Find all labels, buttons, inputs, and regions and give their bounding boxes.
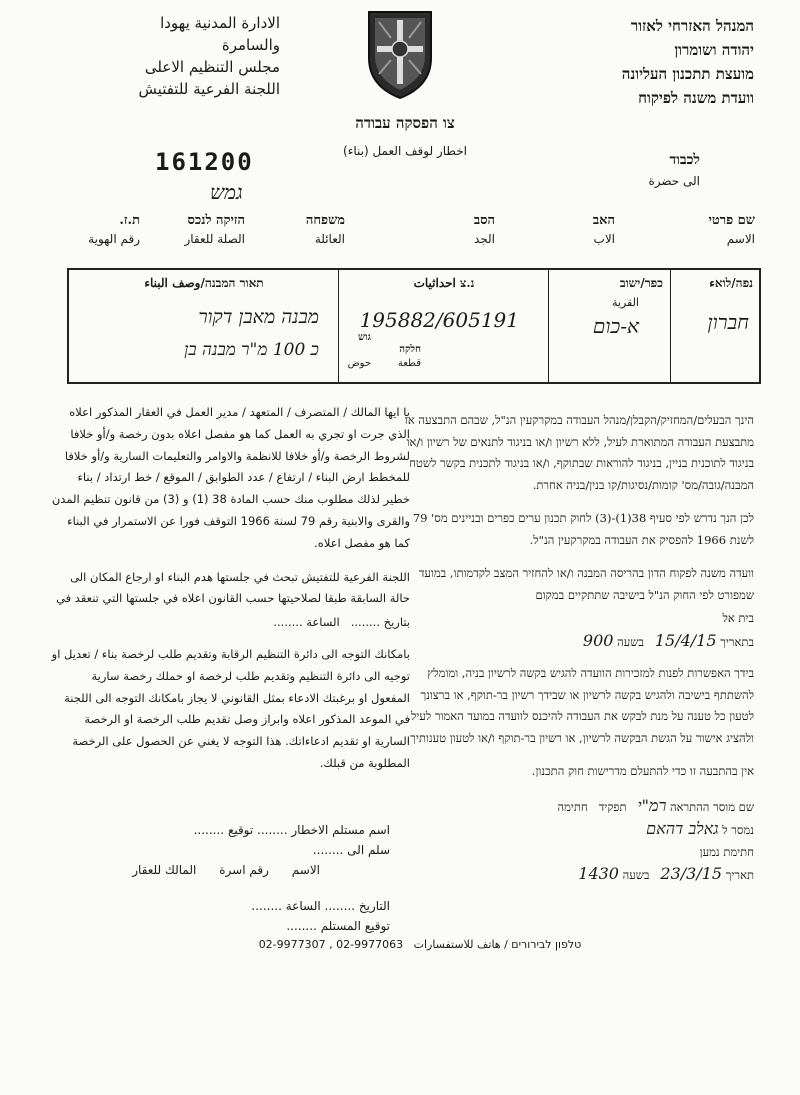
witness-row: [404, 842, 754, 864]
recipient-label: اسم مستلم الاخطار: [291, 823, 390, 837]
qita-label: قطعة: [397, 358, 421, 369]
village-value: א-כום: [592, 314, 639, 338]
meeting-time-label: בשעה: [617, 634, 644, 649]
signature-label: توقيع: [227, 823, 254, 837]
field-property-relation: [155, 212, 245, 246]
coords-label: נ.צ احداثيات: [413, 276, 475, 290]
field-label-he: ת.ז.: [119, 213, 140, 228]
gush-label: גוש: [358, 332, 371, 343]
hod-label: حوض: [347, 358, 371, 369]
name-row: [55, 212, 755, 266]
time-label: בשעה: [622, 868, 650, 882]
header-hebrew-line: המנהל האזרחי לאזור: [630, 17, 754, 35]
village-label-ar: القرية: [611, 296, 639, 309]
role-label: תפקיד: [598, 799, 627, 814]
description-label: תאור המבנה/وصف البناء: [144, 276, 264, 290]
meeting-date-value: 15/4/15: [654, 630, 717, 650]
header-arabic-line: اللجنة الفرعية للتفتيش: [138, 80, 280, 98]
hebrew-paragraph: בידך האפשרות לפנות למזכירות הוועדה להגיש בקשה לרשיון בניה, ומומלץ להשתתף בישיבה ולהגיש בקשה לרשיון או שבידך רשיון בר-תוקף, או ברצונך לטעון כל טענה על מנת לבקש את העבודה להיכנס לוועדה במועד האמור לעיל. ולהציג אישור על הגשת הבקשה לרשיון, או רשיון בר-תוקף ו/או לטעון טענותיך.: [406, 666, 754, 745]
meeting-row: [404, 608, 754, 630]
meeting-date-label: בתאריך: [720, 634, 754, 649]
arabic-hour-label: الساعة: [306, 615, 340, 630]
stamp-label: חתימה: [557, 799, 588, 814]
field-label-ar: الاب: [593, 232, 615, 246]
delivered-row: [404, 818, 754, 842]
coords-value: 195882/605191: [359, 308, 519, 332]
header-hebrew-line: יהודה ושומרון: [674, 41, 754, 59]
header-arabic-line: الادارة المدنية يهودا: [160, 14, 280, 32]
header-arabic-line: والسامرة: [221, 36, 280, 54]
header-hebrew-line: וועדת משנה לפיקוח: [638, 89, 754, 107]
to-label-arabic: الى حضرة: [648, 174, 700, 188]
hebrew-paragraph: הינך הבעלים/המחזיק/הקבלן/מנהל העבודה במקרקעין הנ"ל, שבהם התבצעה או מתבצעת העבודה המתוארת לעיל, ללא רשיון ו/או בניגוד לתנאים של רשיון ו/או בניגוד לתוכנית בניין, בניגוד להוראות שבתוקף, ו/או בניגוד לתכנית בקשר לשטח המבנה/גובה/מס' קומות/נסיגות/קו בנין/בניה אחרת.: [404, 413, 754, 492]
helka-label: חלקה: [399, 344, 421, 355]
recipient-sig-label: توقيع المستلم: [320, 919, 390, 933]
arabic-signature-block: اسم مستلم الاخطار ........ توقيع ........ سلم الى ........ الاسم رقم اسرة المالك للعقار التاريخ ........ الساعة ........ توقيع المستلم ........: [132, 823, 390, 933]
arabic-date-row: بتاريخ ........ الساعة ........: [273, 615, 410, 630]
owner-label: المالك للعقار: [132, 863, 197, 877]
field-grandfather: [415, 212, 495, 246]
hebrew-paragraph: וועדה משנה לפקוח הדון בהריסה המבנה ו/או להחזיר המצב לקדמותו, במועד שמפורט לפי החוק הנ"ל בישיבה שתתקיים במקום: [418, 566, 754, 602]
arabic-paragraph: اللجنة الفرعية للتفتيش تبحث في جلستها هدم البناء او ارجاع المكان الى حالة السابقة طبقا لصلاحيتها حسب القانون اعلاه في جلستها التي تنعقد في: [56, 569, 410, 606]
emblem-icon: [365, 8, 435, 100]
hour2-label: الساعة: [285, 899, 321, 913]
description-value-line1: מבנה מאבן דקור: [198, 306, 319, 328]
footer-phone-text: טלפון לבירורים / هاتف للاستفسارات: [413, 938, 582, 951]
header-hebrew-line: מועצת תתכנון העליונה: [621, 65, 754, 83]
time-hw: 1430: [578, 864, 619, 883]
divider: [338, 270, 339, 382]
field-label-he: שם פרטי: [708, 213, 755, 228]
field-label-he: הסב: [473, 213, 495, 228]
serial-number: 161200: [155, 148, 254, 176]
arabic-date-label: بتاريخ: [383, 615, 410, 630]
sector-label: נפה/לואء: [709, 276, 753, 290]
to-label-hebrew: לכבוד: [669, 152, 700, 168]
field-label-he: האב: [592, 213, 615, 228]
hebrew-paragraph: לכן הנך נדרש לפי סעיף 38(1)-(3) לחוק תכנון ערים כפרים ובניינים מס' 79 לשנת 1966 להפסיק את העבודה במקרקעין הנ"ל.: [412, 511, 754, 547]
divider: [670, 270, 671, 382]
field-first-name: [665, 212, 755, 246]
header-hebrew: [494, 14, 754, 110]
handwritten-recipient-name: גמש: [210, 180, 243, 204]
handed-label: سلم الى: [347, 843, 390, 857]
field-id-number: [55, 212, 140, 246]
property-details-box: [67, 268, 761, 384]
date-hw: 23/3/15: [660, 864, 723, 883]
hebrew-paragraph: אין בהתבעה זו כדי להתעלם מדרישות חוק התכנון.: [531, 764, 754, 778]
received-row: [404, 863, 754, 887]
divider: [548, 270, 549, 382]
field-label-ar: الاسم: [726, 232, 755, 246]
arabic-paragraph: يا ايها المالك / المتصرف / المتعهد / مدير العمل في العقار المذكور اعلاه الذي جرت او تجري به العمل كما هو مفصل اعلاه بدون رخصة و/أو خلافا لشروط الرخصة و/أو خلافا للانظمة والاوامر والتعليمات السارية و/أو خلافا للمخطط ارض البناء / ارتفاع / عدد الطوابق / الموقع / خط ارتداد / بناء خطير لذلك مطلوب منك حسب المادة 38 (1) و (3) من قانون تنظيم المدن والقرى والابنية رقم 79 لسنة 1966 التوقف فورا عن الاستمرار في البناء كما هو مفصل اعلاه.: [51, 405, 410, 550]
field-family: [265, 212, 345, 246]
hebrew-body: [404, 410, 754, 887]
field-label-ar: الجد: [473, 232, 495, 246]
footer-phones: 02-9977307 , 02-9977063: [258, 938, 404, 951]
signature-row: [404, 795, 754, 819]
order-title: צו הפסקה עבודה: [355, 114, 455, 132]
witness-label: חתימת נמען: [699, 844, 754, 859]
arabic-body: [50, 402, 410, 787]
field-label-ar: الصلة للعقار: [184, 232, 245, 246]
village-label: כפר/ישוב: [619, 276, 663, 290]
description-value-line2: כ 100 מ"ר מבנה בן: [184, 340, 319, 360]
sig-label: שם מוסר ההתראה: [670, 799, 754, 814]
family-label: رقم اسرة: [219, 863, 269, 877]
order-subtitle: اخطار لوقف العمل (بناء): [343, 144, 467, 158]
meeting-place-label: בית אל: [722, 611, 754, 625]
delivered-hw: גאלב דהאם: [646, 819, 719, 838]
meeting-date-row: [404, 630, 754, 654]
arabic-paragraph: بامكانك التوجه الى دائرة التنظيم الرقابة وتقديم طلب لرخصة بناء / تعديل او توجيه الى دائرة التنظيم وتقديم طلب لرخصة او حملك رخصة سارية المفعول او برغبتك الادعاء بمثل القانوني لا يجاز بامكانك التوجه الى اللجنة في الموعد المذكور اعلاه وابراز وصل تقديم طلب الرخصة او الرخصة السارية او تقديم ادعاءاتك. هذا التوجه لا يغني عن الحصول على الرخصة المطلوبة من قبلك.: [51, 646, 410, 770]
name-label: الاسم: [291, 863, 320, 877]
date2-label: التاريخ: [358, 899, 390, 913]
footer: [120, 938, 720, 951]
field-label-he: הזיקה לנכס: [187, 213, 245, 228]
meeting-time-value: 900: [582, 630, 614, 650]
received-label: תאריך: [725, 868, 754, 882]
sig-hw: רמ"י: [637, 795, 667, 815]
header-arabic: [60, 12, 280, 100]
field-label-ar: رقم الهوية: [88, 232, 140, 246]
field-label-he: משפחה: [305, 213, 345, 228]
sector-value: חברון: [707, 310, 749, 334]
delivered-label: נמסר ל: [722, 823, 754, 837]
field-father: [535, 212, 615, 246]
field-label-ar: العائلة: [314, 232, 345, 246]
header-arabic-line: مجلس التنظيم الاعلى: [144, 58, 280, 76]
